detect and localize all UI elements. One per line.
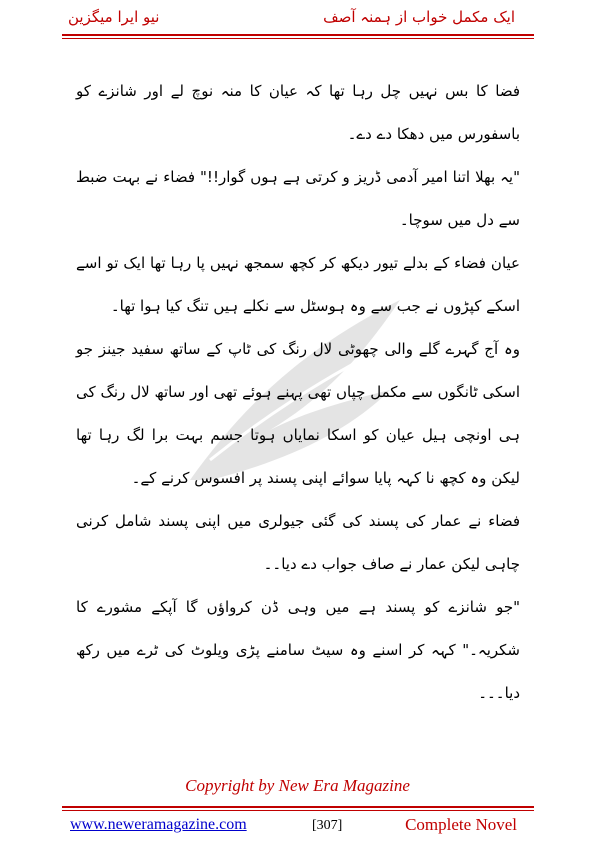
magazine-name: نیو ایرا میگزین	[68, 8, 160, 26]
paragraph: فضا کا بس نہیں چل رہا تھا کہ عیان کا منہ نوچ لے اور شانزے کو باسفورس میں دھکا دے دے۔	[76, 82, 520, 143]
paragraph: عیان فضاء کے بدلے تیور دیکھ کر کچھ سمجھ نہیں پا رہا تھا ایک تو اسے اسکے کپڑوں نے جب سے وہ ہوسٹل سے نکلے ہیں تنگ کیا ہوا تھا۔	[76, 254, 520, 315]
paragraph: "یہ بھلا اتنا امیر آدمی ڈریز و کرتی ہے ہوں گوار!!" فضاء نے بہت ضبط سے دل میں سوچا۔	[76, 168, 520, 229]
story-title: ایک مکمل خواب از ہمنہ آصف	[323, 8, 515, 26]
website-link[interactable]: www.neweramagazine.com	[70, 816, 247, 833]
paragraph: "جو شانزے کو پسند ہے میں وہی ڈن کرواؤں گا آپکے مشورے کا شکریہ۔" کہہ کر اسنے وہ سیٹ سامنے پڑی ویلوٹ کی ٹرے میں رکھ دیا۔۔۔	[76, 598, 520, 702]
footer-rule	[62, 806, 534, 808]
header-rule	[62, 34, 534, 36]
header-rule-thin	[62, 38, 534, 39]
page-number: [307]	[312, 818, 343, 833]
copyright-line: Copyright by New Era Magazine	[185, 776, 410, 795]
paragraph: وہ آج گہرے گلے والی چھوٹی لال رنگ کی ٹاپ کے ساتھ سفید جینز جو اسکی ٹانگوں سے مکمل چپاں تھی پہنے ہوئے تھی اور ساتھ لال رنگ کی ہی اونچی ہیل عیان کو اسکا نمایاں ہوتا جسم بہت برا لگ رہا تھا لیکن وہ کچھ نا کہہ پایا سوائے اپنی پسند پر افسوس کرنے کے۔	[76, 340, 520, 487]
novel-label: Complete Novel	[405, 815, 517, 834]
footer-rule-thin	[62, 810, 534, 811]
article-body	[76, 70, 520, 715]
paragraph: فضاء نے عمار کی پسند کی گئی جیولری میں اپنی پسند شامل کرنی چاہی لیکن عمار نے صاف جواب دے دیا۔۔	[76, 512, 520, 573]
